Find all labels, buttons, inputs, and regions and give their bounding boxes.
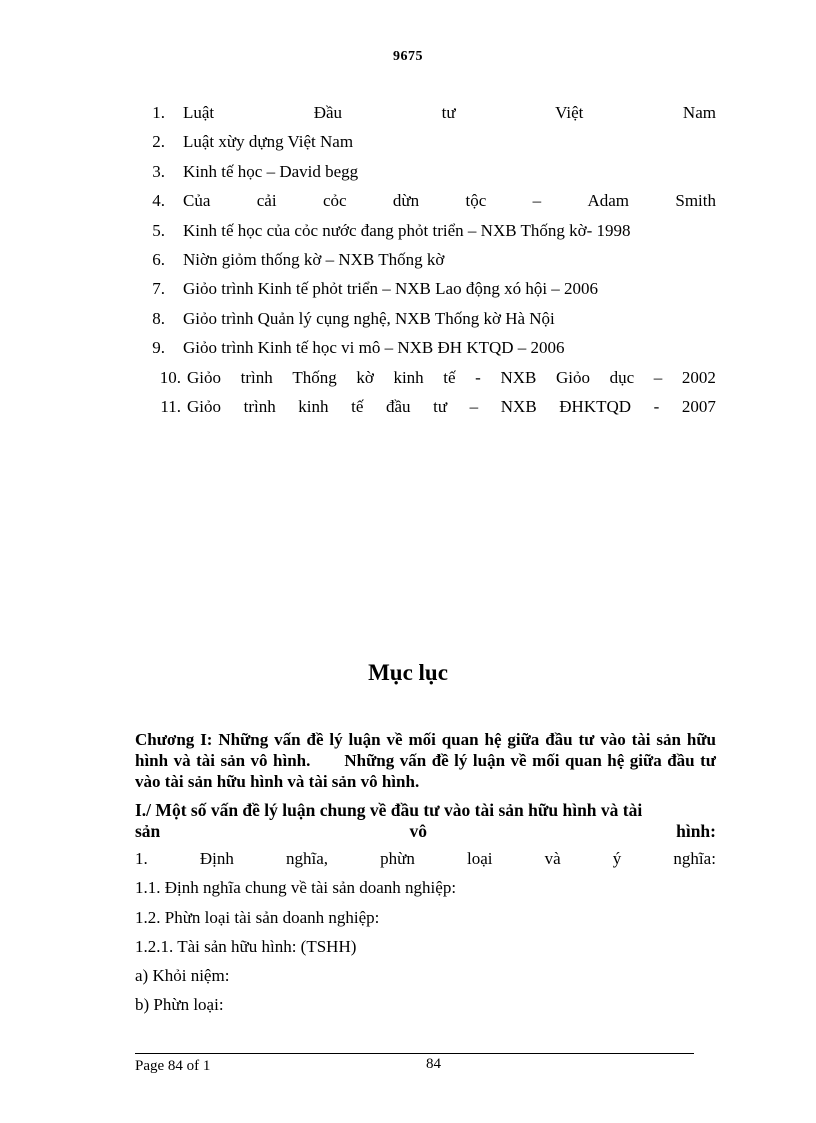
reference-number: 6. bbox=[152, 249, 165, 269]
justified-word: tư bbox=[433, 396, 448, 416]
toc-item: a) Khỏi niệm: bbox=[135, 966, 230, 986]
justified-word: sản bbox=[135, 821, 161, 841]
toc-chapter-heading bbox=[135, 729, 716, 792]
reference-number: 1. bbox=[152, 103, 165, 122]
justified-word: ĐHKTQD bbox=[559, 396, 632, 416]
reference-number: 9. bbox=[152, 338, 165, 358]
justified-word: - bbox=[475, 367, 481, 387]
justified-word: đầu bbox=[386, 396, 411, 416]
reference-text bbox=[187, 395, 716, 419]
justified-word: Smith bbox=[675, 191, 716, 211]
justified-word: phừn bbox=[380, 849, 415, 868]
reference-item bbox=[135, 248, 716, 277]
reference-text: Luật xừy dựng Việt Nam bbox=[183, 132, 354, 152]
reference-number: 3. bbox=[152, 161, 165, 181]
justified-word: Giỏo bbox=[187, 396, 221, 416]
justified-word: vô bbox=[409, 821, 427, 841]
reference-text: Giỏo trình Kinh tế phỏt triển – NXB Lao động xó hội – 2006 bbox=[183, 279, 599, 299]
header-document-number: 9675 bbox=[393, 49, 423, 64]
reference-item bbox=[135, 101, 716, 130]
justified-word: – bbox=[469, 396, 479, 416]
reference-item bbox=[135, 307, 716, 336]
justified-word: tộc bbox=[465, 191, 487, 211]
footer-divider bbox=[135, 1053, 694, 1054]
justified-word: dục bbox=[609, 367, 635, 387]
toc-chapter-text: Chương I: Những vấn đề lý luận về mối quan hệ giữa đầu tư vào tài sản hữu hình và tài sản vô hình. bbox=[135, 730, 716, 770]
justified-word: – bbox=[532, 191, 542, 211]
footer-page-label: Page 84 of 1 bbox=[135, 1058, 211, 1074]
justified-word: trình bbox=[240, 367, 273, 387]
toc-title: Mục lục bbox=[368, 660, 448, 685]
justified-word: trình bbox=[243, 396, 276, 416]
toc-item: 1.1. Định nghĩa chung về tài sản doanh nghiệp: bbox=[135, 878, 457, 898]
justified-word: Adam bbox=[587, 191, 630, 211]
reference-item bbox=[135, 160, 716, 189]
reference-number: 10. bbox=[159, 367, 181, 387]
reference-number: 7. bbox=[152, 279, 165, 299]
reference-item bbox=[135, 336, 716, 365]
justified-word: dừn bbox=[392, 191, 420, 211]
justified-word: Giỏo bbox=[187, 367, 221, 387]
reference-item bbox=[135, 219, 716, 248]
justified-word: nghĩa: bbox=[673, 849, 716, 868]
justified-word: tế bbox=[351, 396, 364, 416]
justified-word: Nam bbox=[682, 103, 716, 122]
reference-text: Giỏo trình Quản lý cụng nghệ, NXB Thống kờ Hà Nội bbox=[183, 308, 555, 328]
reference-item bbox=[135, 395, 716, 424]
justified-word: kinh bbox=[393, 367, 424, 387]
justified-word: Giỏo bbox=[555, 367, 590, 387]
toc-item: 1.2. Phừn loại tài sản doanh nghiệp: bbox=[135, 907, 380, 927]
reference-number: 11. bbox=[160, 396, 181, 416]
reference-text: Kinh tế học – David begg bbox=[183, 161, 359, 181]
reference-text: Giỏo trình Kinh tế học vi mô – NXB ĐH KTQD – 2006 bbox=[183, 338, 565, 358]
justified-word: - bbox=[653, 396, 660, 416]
justified-word: nghĩa, bbox=[286, 849, 329, 868]
justified-word: kờ bbox=[356, 367, 374, 387]
toc-item: 1.2.1. Tài sản hữu hình: (TSHH) bbox=[135, 936, 357, 956]
toc-section-line: I./ Một số vấn đề lý luận chung về đầu tư vào tài sản hữu hình và tài bbox=[135, 800, 643, 820]
reference-number: 2. bbox=[152, 132, 165, 152]
justified-word: và bbox=[544, 849, 561, 868]
justified-word: NXB bbox=[500, 367, 537, 387]
toc-chapter-text-repeat: Những vấn đề lý luận về mối quan hệ giữa đầu tư vào tài sản hữu hình và tài sản vô hình. bbox=[135, 751, 716, 791]
justified-word: Thống bbox=[292, 367, 337, 387]
justified-word: cải bbox=[256, 191, 277, 211]
reference-number: 5. bbox=[152, 220, 165, 240]
justified-word: cỏc bbox=[322, 191, 347, 211]
justified-word: tư bbox=[441, 103, 456, 122]
justified-word: Của bbox=[183, 191, 211, 211]
justified-word: 2007 bbox=[681, 396, 716, 416]
reference-text bbox=[183, 101, 716, 125]
reference-text: Kinh tế học của cỏc nước đang phỏt triển – NXB Thống kờ- 1998 bbox=[183, 220, 631, 240]
justified-word: – bbox=[653, 367, 663, 387]
justified-word: Việt bbox=[555, 103, 584, 122]
justified-word: kinh bbox=[298, 396, 329, 416]
justified-word: NXB bbox=[500, 396, 537, 416]
reference-item bbox=[135, 277, 716, 306]
justified-word: Đầu bbox=[313, 103, 343, 122]
reference-item bbox=[135, 189, 716, 218]
reference-text: Niờn giỏm thống kờ – NXB Thống kờ bbox=[183, 249, 445, 269]
justified-word: Luật bbox=[183, 103, 215, 122]
justified-word: hình: bbox=[676, 821, 716, 841]
justified-word: 2002 bbox=[681, 367, 716, 387]
toc-section-heading bbox=[135, 800, 716, 842]
footer-page-number: 84 bbox=[426, 1056, 441, 1072]
toc-item-justified bbox=[135, 848, 716, 877]
toc-section-line-justified bbox=[135, 821, 716, 842]
toc-item: b) Phừn loại: bbox=[135, 995, 224, 1015]
reference-text bbox=[183, 189, 716, 213]
reference-list bbox=[135, 101, 716, 424]
justified-word: ý bbox=[612, 849, 622, 868]
table-of-contents bbox=[135, 729, 716, 1024]
justified-word: tế bbox=[443, 367, 456, 387]
reference-number: 4. bbox=[152, 191, 165, 211]
justified-word: Định bbox=[199, 849, 234, 868]
justified-word: loại bbox=[467, 849, 493, 868]
reference-text bbox=[187, 366, 716, 390]
justified-word: 1. bbox=[135, 849, 148, 868]
reference-item bbox=[135, 130, 716, 159]
reference-number: 8. bbox=[152, 308, 165, 328]
reference-item bbox=[135, 366, 716, 395]
